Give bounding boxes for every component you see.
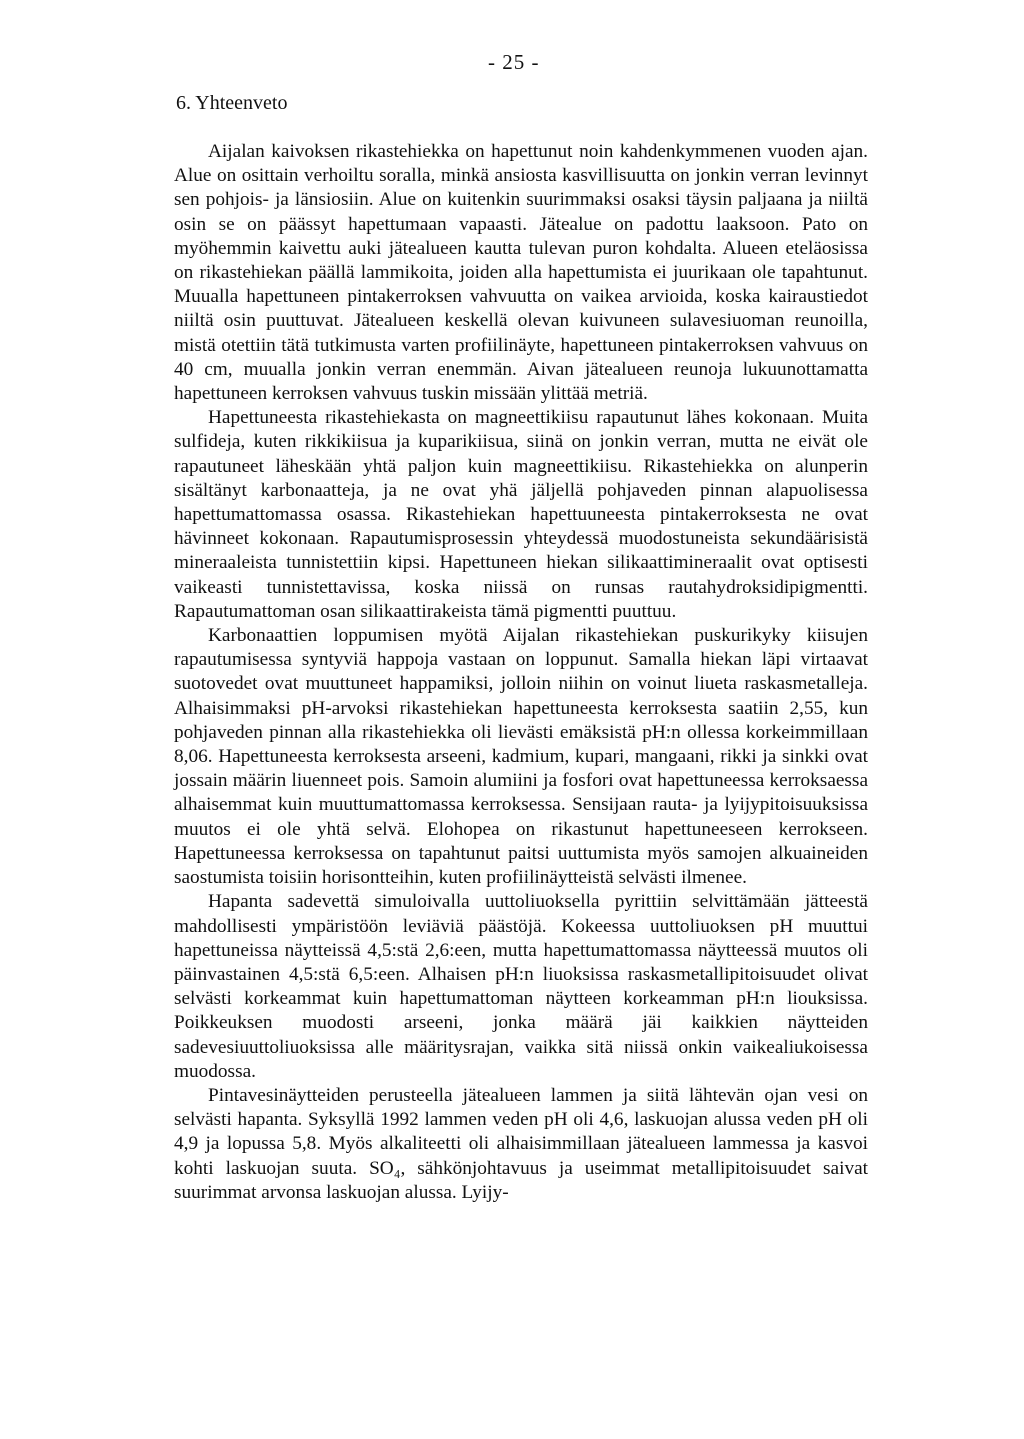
paragraph-5: Pintavesinäytteiden perusteella jätealueen lammen ja siitä lähtevän ojan vesi on selvästi hapanta. Syksyllä 1992 lammen veden pH oli 4,6, laskuojan alussa veden pH oli 4,9 ja lopussa 5,8. Myös alkaliteetti oli alhaisimmillaan jätealueen lammessa ja kasvoi kohti laskuojan suuta. SO₄, sähkönjohtavuus ja useimmat metallipitoisuudet saivat suurimmat arvonsa laskuojan alussa. Lyijy-	[174, 1084, 868, 1203]
paragraph-3: Karbonaattien loppumisen myötä Aijalan rikastehiekan puskurikyky kiisujen rapautumisessa syntyviä happoja vastaan on loppunut. Samalla hiekan läpi virtaavat suotovedet ovat muuttuneet happamiksi, jolloin niihin on voinut liueta raskasmetalleja. Alhaisimmaksi pH-arvoksi rikastehiekan hapettuneesta kerroksesta saatiin 2,55, kun pohjaveden pinnan alla rikastehiekka oli lievästi emäksistä pH:n ollessa korkeimmillaan 8,06. Hapettuneesta kerroksesta arseeni, kadmium, kupari, mangaani, rikki ja sinkki ovat jossain määrin liuenneet pois. Samoin alumiini ja fosfori ovat hapettuneessa kerroksaessa alhaisemmat kuin muuttumattomassa kerroksessa. Sensijaan rauta- ja lyijypitoisuuksissa muutos ei ole yhtä selvä. Elohopea on rikastunut hapettuneeseen kerrokseen. Hapettuneessa kerroksessa on tapahtunut paitsi uuttumista myös samojen alkuaineiden saostumista toisiin horisontteihin, kuten profiilinäytteistä selvästi ilmenee.	[174, 625, 868, 889]
paragraph-4: Hapanta sadevettä simuloivalla uuttoliuoksella pyrittiin selvittämään jätteestä mahdollisesti ympäristöön leviäviä päästöjä. Kokeessa uuttoliuoksen pH muuttui hapettuneissa näytteissä 4,5:stä 2,6:een, mutta hapettumattomassa näytteessä muutos oli päinvastainen 4,5:stä 6,5:een. Alhaisen pH:n liuoksissa raskasmetallipitoisuudet olivat selvästi korkeammat kuin hapettumattoman näytteen korkeamman pH:n liouksissa. Poikkeuksen muodosti arseeni, jonka määrä jäi kaikkien näytteiden sadevesiuuttoliuoksissa alle määritysrajan, vaikka sitä niissä onkin vaikealiukoisessa muodossa.	[174, 891, 868, 1082]
paragraph-1: Aijalan kaivoksen rikastehiekka on hapettunut noin kahdenkymmenen vuoden ajan. Alue on osittain verhoiltu soralla, minkä ansiosta kasvillisuutta on jonkin verran levinnyt sen pohjois- ja länsiosiin. Alue on kuitenkin suurimmaksi osaksi täysin paljaana ja niiltä osin se on päässyt hapettumaan vapaasti. Jätealue on padottu laaksoon. Pato on myöhemmin kaivettu auki jätealueen kautta tulevan puron kohdalta. Alueen eteläosissa on rikastehiekan päällä lammikoita, joiden alla hapettumista ei juurikaan ole tapahtunut. Muualla hapettuneen pintakerroksen vahvuutta on vaikea arvioida, koska kairaustiedot niiltä osin puuttuvat. Jätealueen keskellä olevan kuivuneen sulavesiuoman reunoilla, mistä otettiin tätä tutkimusta varten profiilinäyte, hapettuneen pintakerroksen vahvuus on 40 cm, muualla jonkin verran enemmän. Aivan jätealueen reunoja lukuunottamatta hapettuneen kerroksen vahvuus tuskin missään ylittää metriä.	[174, 141, 868, 405]
page-number: - 25 -	[488, 50, 540, 74]
paragraph-2: Hapettuneesta rikastehiekasta on magneettikiisu rapautunut lähes kokonaan. Muita sulfideja, kuten rikkikiisua ja kuparikiisua, siinä on jonkin verran, mutta ne eivät ole rapautuneet läheskään yhtä paljon kuin magneettikiisu. Rikastehiekka on alunperin sisältänyt karbonaatteja, ja ne ovat yhä jäljellä pohjaveden pinnan alapuolisessa hapettumattomassa osassa. Rikastehiekan hapettuuneesta pintakerroksesta ne ovat hävinneet kokonaan. Rapautumisprosessin yhteydessä muodostuneista sekundäärisistä mineraaleista tunnistettiin kipsi. Hapettuneen hiekan silikaattimineraalit ovat optisesti vaikeasti tunnistettavissa, koska niissä on runsas rautahydroksidipigmentti. Rapautumattoman osan silikaattirakeista tämä pigmentti puuttuu.	[174, 407, 868, 622]
section-heading: 6. Yhteenveto	[176, 92, 288, 114]
body-text	[174, 140, 868, 1205]
